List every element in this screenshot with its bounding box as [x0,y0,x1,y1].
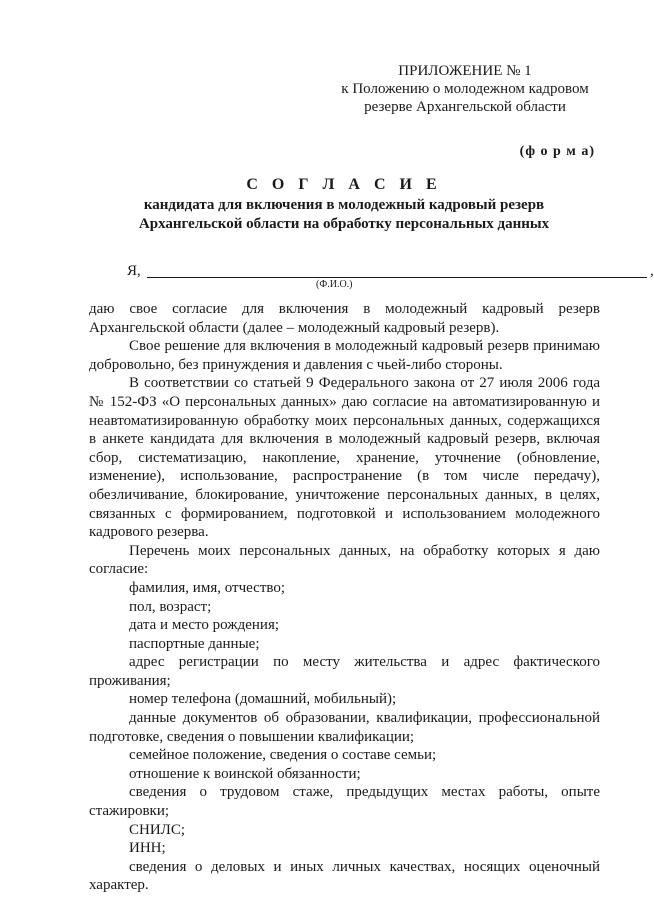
form-label: (ф о р м а) [519,144,595,159]
title-line-3: Архангельской области на обработку персональных данных [138,215,550,232]
list-item: сведения о деловых и иных личных качествах, носящих оценочный характер. [89,858,600,894]
list-item: отношение к воинской обязанности; [129,765,361,782]
list-item: СНИЛС; [129,821,186,838]
appendix-ref-line2: резерве Архангельской области [364,99,566,115]
list-item: пол, возраст; [129,598,212,615]
appendix-ref-line1: к Положению о молодежном кадровом [341,81,589,97]
title-main: С О Г Л А С И Е [246,176,442,193]
fio-caption: (Ф.И.О.) [316,279,353,290]
appendix-title: ПРИЛОЖЕНИЕ № 1 [398,63,532,79]
list-item: данные документов об образовании, квалификации, профессиональной подготовке, сведения о повышении квалификации; [89,710,600,745]
list-item: фамилия, имя, отчество; [129,579,286,596]
list-item: ИНН; [129,840,166,857]
appendix-header [330,62,600,116]
document-title [88,176,600,234]
fio-prefix: Я, [127,263,141,279]
paragraph-law: В соответствии со статьей 9 Федерального закона от 27 июля 2006 года № 152-ФЗ «О персональных данных» даю согласие на автоматизированную и неавтоматизированную обработку моих персональных данных, содержащихся в анкете кандидата для включения в молодежный кадровый резерв, включая сбор, систематизацию, накопление, хранение, уточнение (обновление, изменение), использование, распространение (в том числе передачу), обезличивание, блокирование, уничтожение персональных данных, в целях, связанных с формированием, подготовкой и использованием молодежного кадрового резерва. [89,375,600,541]
title-line-2: кандидата для включения в молодежный кадровый резерв [143,196,545,213]
list-item: паспортные данные; [129,635,260,652]
paragraph-voluntary: Свое решение для включения в молодежный кадровый резерв принимаю добровольно, без принуждения и давления с чьей-либо стороны. [89,338,600,373]
list-item: семейное положение, сведения о составе семьи; [129,747,437,764]
list-item: номер телефона (домашний, мобильный); [129,691,397,708]
paragraph-list-intro: Перечень моих персональных данных, на обработку которых я даю согласие: [89,542,600,578]
fio-blank-line[interactable] [147,277,647,278]
list-item: адрес регистрации по месту жительства и адрес фактического проживания; [89,654,600,689]
fio-suffix: , [650,263,654,279]
paragraph-consent: даю свое согласие для включения в молодежный кадровый резерв Архангельской области (далее – молодежный кадровый резерв). [89,301,600,336]
list-item: сведения о трудовом стаже, предыдущих местах работы, опыте стажировки; [89,784,600,820]
list-item: дата и место рождения; [129,617,280,634]
document-body [89,300,600,895]
